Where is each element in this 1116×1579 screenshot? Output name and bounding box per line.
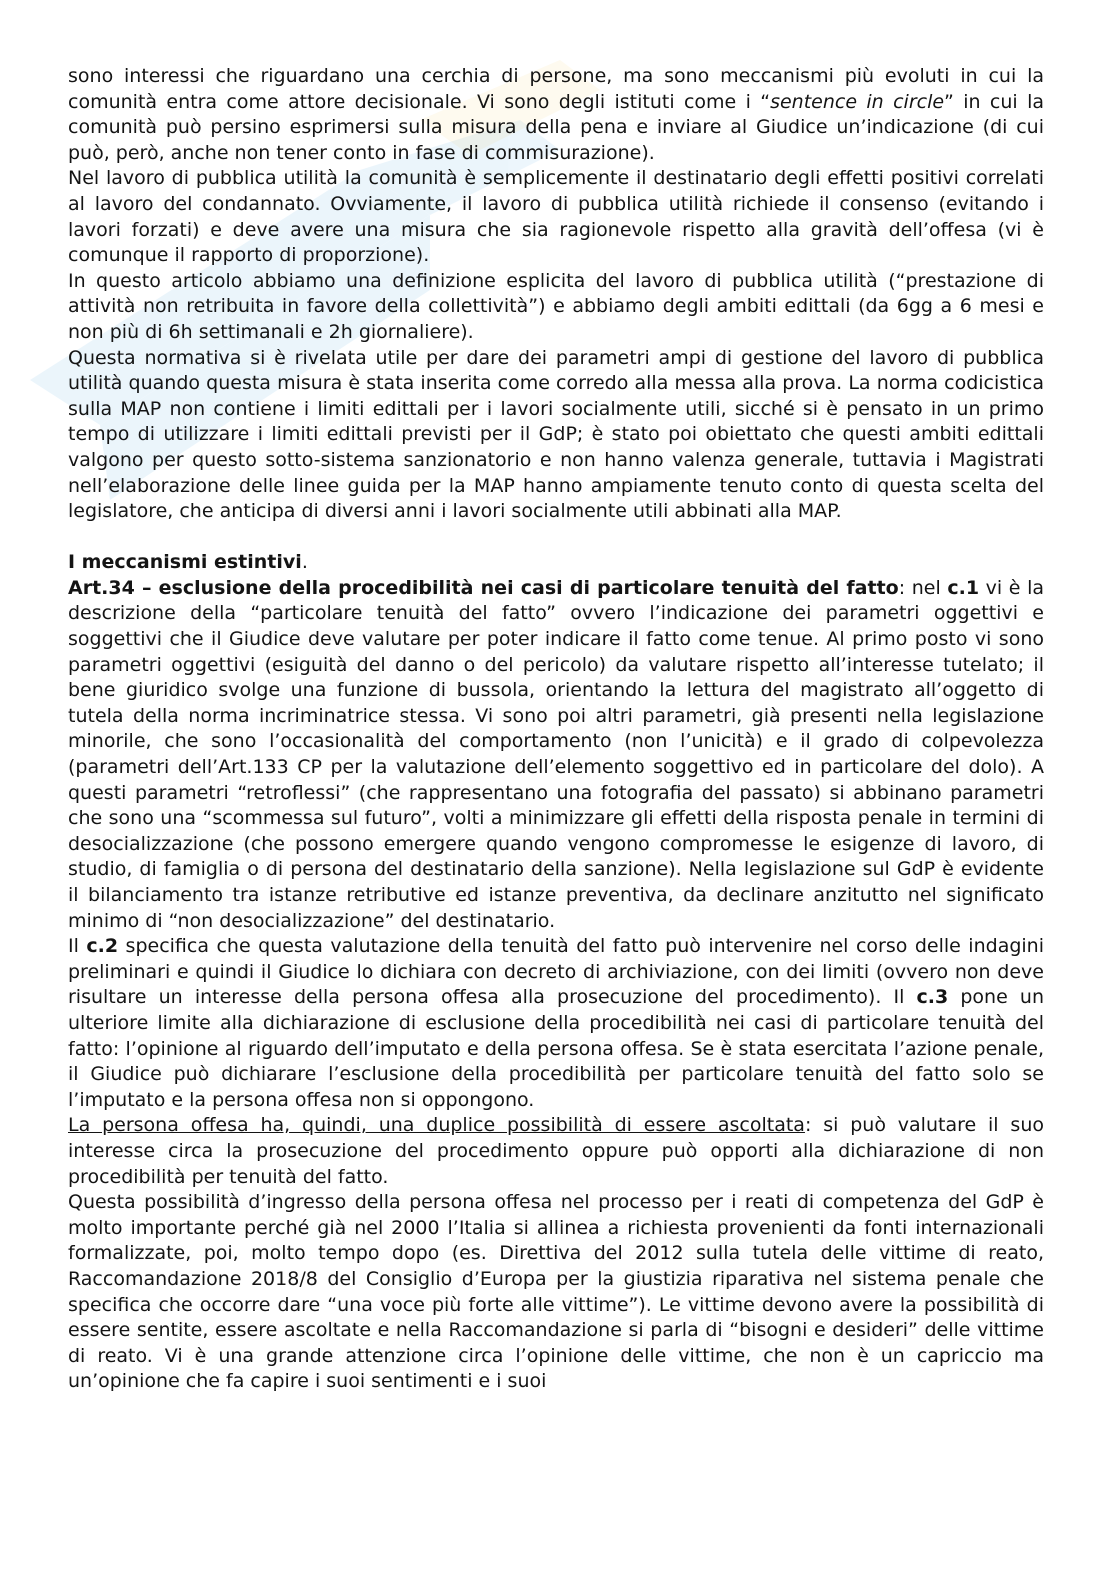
text: : si può valutare il suo interesse circa la prosecuzione del procedimento oppure può opporti alla dichiarazione di non procedibilità per tenuità del fatto. <box>68 1114 1044 1188</box>
paragraph-normative: Questa normativa si è rivelata utile per dare dei parametri ampi di gestione del lavoro di pubblica utilità quando questa misura è stata inserita come corredo alla messa alla prova. La norma codicistica sulla MAP non contiene i limiti edittali per i lavori socialmente utili, sicché si è pensato in un primo tempo di utilizzare i limiti edittali previsti per il GdP; è stato poi obiettato che questi ambiti edittali valgono per questo sotto-sistema sanzionatorio e non hanno valenza generale, tuttavia i Magistrati nell’elaborazione delle linee guida per la MAP hanno ampiamente tenuto conto di questa scelta del legislatore, che anticipa di diversi anni i lavori socialmente utili abbinati alla MAP. <box>68 346 1044 523</box>
comma-label: c.2 <box>86 935 119 958</box>
section-heading <box>68 550 1044 576</box>
document-page <box>68 64 1044 1395</box>
underlined-statement: La persona offesa ha, quindi, una duplice possibilità di essere ascoltata <box>68 1114 805 1137</box>
heading-dot: . <box>301 551 308 574</box>
paragraph-public-utility: Nel lavoro di pubblica utilità la comunità è semplicemente il destinatario degli effetti positivi correlati al lavoro del condannato. Ovviamente, il lavoro di pubblica utilità richiede il consenso (evitando i lavori forzati) e deve avere una misura che sia ragionevole rispetto alla gravità dell’offesa (vi è comunque il rapporto di proporzione). <box>68 167 1044 267</box>
paragraph-victims: Questa possibilità d’ingresso della persona offesa nel processo per i reati di competenza del GdP è molto importante perché già nel 2000 l’Italia si allinea a richiesta provenienti da fonti internazionali formalizzate, poi, molto tempo dopo (es. Direttiva del 2012 sulla tutela delle vittime di reato, Raccomandazione 2018/8 del Consiglio d’Europa per la giustizia riparativa nel sistema penale che specifica che occorre dare “una voce più forte alle vittime”). Le vittime devono avere la possibilità di essere sentite, essere ascoltate e nella Raccomandazione si parla di “bisogni e desideri” delle vittime di reato. Vi è una grande attenzione circa l’opinione delle vittime, che non è un capriccio ma un’opinione che fa capire i suoi sentimenti e i suoi <box>68 1191 1044 1393</box>
text: pone un ulteriore limite alla dichiarazione di esclusione della procedibilità nei casi di particolare tenuità del fatto: l’opinione al riguardo dell’imputato e della persona offesa. Se è stata esercitata l’azione penale, il Giudice può dichiarare l’esclusione della procedibilità per particolare tenuità del fatto solo se l’imputato e la persona offesa non si oppongono. <box>68 986 1044 1111</box>
text: vi è la descrizione della “particolare tenuità del fatto” ovvero l’indicazione dei parametri oggettivi e soggettivi che il Giudice deve valutare per poter indicare il fatto come tenue. Al primo posto vi sono parametri oggettivi (esiguità del danno o del pericolo) da valutare rispetto all’interesse tutelato; il bene giuridico svolge una funzione di bussola, orientando la lettura del magistrato all’oggetto di tutela della norma incriminatrice stessa. Vi sono poi altri parametri, già presenti nella legislazione minorile, che sono l’occasionalità del comportamento (non l’unicità) e il grado di colpevolezza (parametri dell’Art.133 CP per la valutazione dell’elemento soggettivo ed in particolare del dolo). A questi parametri “retroflessi” (che rappresentano una fotografia del passato) si abbinano parametri che sono una “scommessa sul futuro”, volti a minimizzare gli effetti della risposta penale in termini di desocializzazione (che possono emergere quando vengono compromesse le esigenze di lavoro, di studio, di famiglia o di persona del destinatario della sanzione). Nella legislazione sul GdP è evidente il bilanciamento tra istanze retributive ed istanze preventiva, da declinare anzitutto nel significato minimo di “non desocializzazione” del destinatario. <box>68 576 1044 932</box>
paragraph-c2-c3 <box>68 934 1044 1113</box>
text: : nel <box>898 576 948 599</box>
paragraph-art34 <box>68 576 1044 934</box>
comma-label: c.3 <box>916 986 949 1009</box>
paragraph-article-definition: In questo articolo abbiamo una definizione esplicita del lavoro di pubblica utilità (“prestazione di attività non retribuita in favore della collettività”) e abbiamo degli ambiti edittali (da 6gg a 6 mesi e non più di 6h settimanali e 2h giornaliere). <box>68 269 1044 343</box>
article-title: Art.34 – esclusione della procedibilità nei casi di particolare tenuità del fatto <box>68 576 899 599</box>
comma-label: c.1 <box>947 576 980 599</box>
heading-text: I meccanismi estintivi <box>68 551 302 574</box>
text: ” in cui la comunità può persino esprimersi sulla misura della pena e inviare al Giudice un’indicazione (di cui può, però, anche non tener conto in fase di commisurazione). <box>68 90 1044 164</box>
text: Il <box>68 935 87 958</box>
italic-term: sentence in circle <box>770 90 945 113</box>
paragraph-offended-person <box>68 1113 1044 1190</box>
text: sono interessi che riguardano una cerchia di persone, ma sono meccanismi più evoluti in cui la comunità entra come attore decisionale. Vi sono degli istituti come i “ <box>68 65 1044 113</box>
paragraph-community <box>68 64 1044 166</box>
text: specifica che questa valutazione della tenuità del fatto può intervenire nel corso delle indagini preliminari e quindi il Giudice lo dichiara con decreto di archiviazione, con dei limiti (ovvero non deve risultare un interesse della persona offesa alla prosecuzione del procedimento). Il <box>68 935 1044 1009</box>
